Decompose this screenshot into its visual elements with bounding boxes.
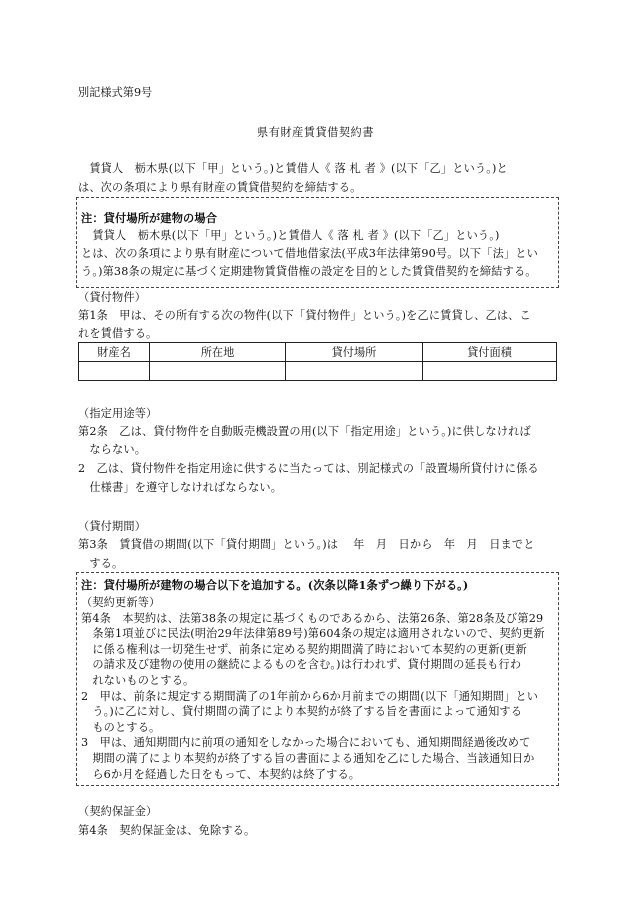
article-line: 2 乙は、貸付物件を指定用途に供するに当たっては、別記様式の「設置場所貸付けに係る [78, 462, 539, 475]
table-header: 貸付面積 [423, 343, 557, 362]
article-line: する。 [78, 557, 124, 570]
table-cell [286, 362, 423, 381]
note-line: 期間の満了により本契約が終了する旨の書面による通知を乙にした場合、当該通知日か [81, 752, 535, 765]
note-line: 条第1項並びに民法(明治29年法律第89号)第604条の規定は適用されないので、契約更新 [81, 627, 545, 641]
article-line: 第3条 賃貸借の期間(以下「貸付期間」という。)は 年 月 日から 年 月 日までと [78, 538, 535, 551]
note-line: 2 甲は、前条に規定する期間満了の1年前から6か月前までの期間(以下「通知期間」とい [81, 689, 539, 703]
note-line: ものとする。 [81, 720, 161, 734]
article-heading: （契約保証金） [78, 805, 158, 818]
article-line: 第2条 乙は、貸付物件を自動販売機設置の用(以下「指定用途」という。)に供しなければ [78, 425, 531, 438]
note-line: ら6か月を経過した日をもって、本契約は終了する。 [81, 767, 361, 781]
note-line: 3 甲は、通知期間内に前項の通知をしなかった場合においても、通知期間経過後改めて [81, 736, 531, 750]
table-cell [150, 362, 286, 381]
note-box-building [76, 197, 559, 288]
intro-line: 賃貸人 栃木県(以下「甲」という。)と賃借人《 落 札 者 》(以下「乙」という。)と [78, 162, 508, 175]
property-table [78, 342, 557, 381]
note-heading: 注：貸付場所が建物の場合以下を追加する。(次条以降1条ずつ繰り下がる。) [81, 578, 469, 592]
article-heading: （指定用途等） [78, 407, 158, 420]
note-line: に係る権利は一切発生せず、前条に定める契約期間満了時において本契約の更新(更新 [81, 642, 527, 656]
note-line: 賃貸人 栃木県(以下「甲」という。)と賃借人《 落 札 者 》(以下「乙」という。) [81, 229, 500, 242]
article-heading: （貸付期間） [78, 520, 147, 533]
table-header: 貸付場所 [286, 343, 423, 362]
table-cell [423, 362, 557, 381]
note-line: う。)第38条の規定に基づく定期建物賃貸借権の設定を目的とした賃貸借契約を締結する。 [81, 265, 537, 278]
table-header-row [79, 343, 557, 362]
note-line: れないものとする。 [81, 674, 195, 687]
article-line: れを賃借する。 [78, 327, 158, 340]
article-line: 第1条 甲は、その所有する次の物件(以下「貸付物件」という。)を乙に賃貸し、乙は、こ [78, 309, 531, 322]
table-header: 所在地 [150, 343, 286, 362]
document-title: 県有財産賃貸借契約書 [257, 126, 374, 139]
article-line: 仕様書」を遵守しなければならない。 [78, 481, 283, 494]
table-cell [79, 362, 150, 381]
article-heading: （貸付物件） [78, 291, 147, 304]
note-heading: 注：貸付場所が建物の場合 [81, 211, 218, 225]
article-line: 第4条 契約保証金は、免除する。 [78, 824, 256, 837]
note-line: とは、次の条項により県有財産について借地借家法(平成3年法律第90号。以下「法」とい [81, 247, 538, 260]
note-box-renewal [76, 572, 559, 786]
article-line: ならない。 [78, 443, 147, 456]
note-line: （契約更新等） [81, 596, 161, 609]
table-header: 財産名 [79, 343, 150, 362]
note-line: 第4条 本契約は、法第38条の規定に基づくものであるから、法第26条、第28条及び第29 [81, 611, 544, 625]
note-line: う。)に乙に対し、貸付期間の満了により本契約が終了する旨を書面によって通知する [81, 705, 523, 719]
form-number: 別記様式第9号 [78, 86, 153, 99]
table-row [79, 362, 557, 381]
note-line: の請求及び建物の使用の継続によるものを含む。)は行われず、貸付期間の延長も行わ [81, 658, 522, 672]
intro-line: は、次の条項により県有財産の賃貸借契約を締結する。 [78, 181, 362, 194]
